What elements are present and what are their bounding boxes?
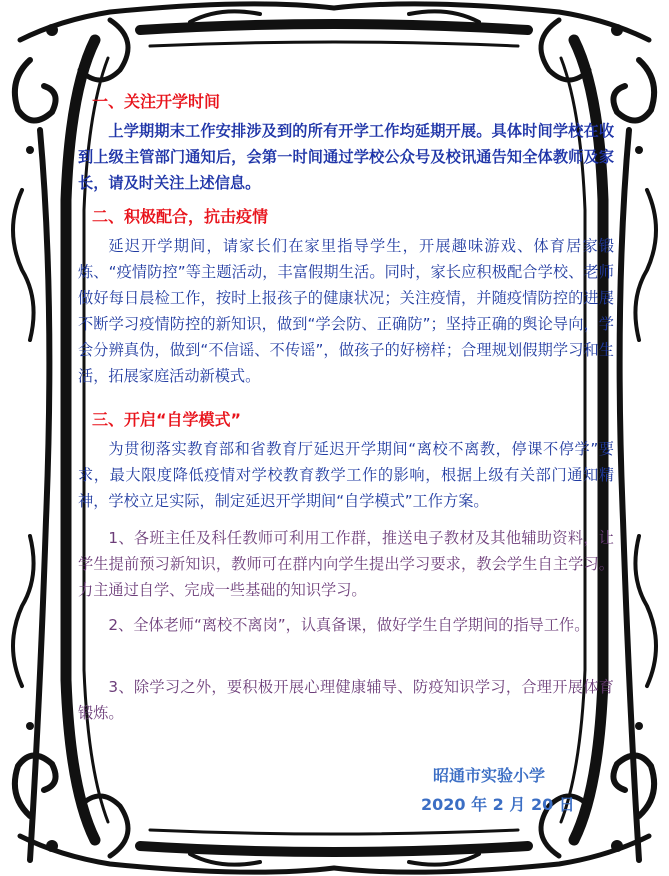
section-3-item-3: 3、除学习之外，要积极开展心理健康辅导、防疫知识学习，合理开展体育锻炼。 — [78, 678, 614, 722]
section-2-heading: 二、积极配合，抗击疫情 — [92, 207, 269, 226]
school-name: 昭通市实验小学 — [433, 766, 546, 785]
section-3-heading: 三、开启“自学模式” — [92, 410, 242, 429]
section-1-heading: 一、关注开学时间 — [92, 92, 221, 111]
section-1-paragraph: 上学期期末工作安排涉及到的所有开学工作均延期开展。具体时间学校在收到上级主管部门通知后，会第一时间通过学校公众号及校讯通告知全体教师及家长，请及时关注上述信息。 — [78, 122, 614, 192]
issue-date: 2020 年 2 月 20 日 — [421, 795, 575, 814]
section-3-item-2: 2、全体老师“离校不离岗”，认真备课，做好学生自学期间的指导工作。 — [108, 616, 590, 634]
section-2-paragraph: 延迟开学期间，请家长们在家里指导学生，开展趣味游戏、体育居家锻炼、“疫情防控”等主题活动，丰富假期生活。同时，家长应积极配合学校、老师做好每日晨检工作，按时上报孩子的健康状况；关注疫情，并随疫情防控的进展不断学习疫情防控的新知识，做到“学会防、正确防”；坚持正确的舆论导向，学会分辨真伪，做到“不信谣、不传谣”，做孩子的好榜样；合理规划假期学习和生活，拓展家庭活动新模式。 — [78, 237, 614, 385]
section-3-item-1: 1、各班主任及科任教师可利用工作群，推送电子教材及其他辅助资料，让学生提前预习新知识，教师可在群内向学生提出学习要求，教会学生自主学习。力主通过自学、完成一些基础的知识学习。 — [78, 529, 614, 599]
notice-content — [78, 0, 614, 876]
section-3-intro-paragraph: 为贯彻落实教育部和省教育厅延迟开学期间“离校不离教，停课不停学”要求，最大限度降低疫情对学校教育教学工作的影响，根据上级有关部门通知精神，学校立足实际，制定延迟开学期间“自学模式”工作方案。 — [78, 440, 614, 510]
